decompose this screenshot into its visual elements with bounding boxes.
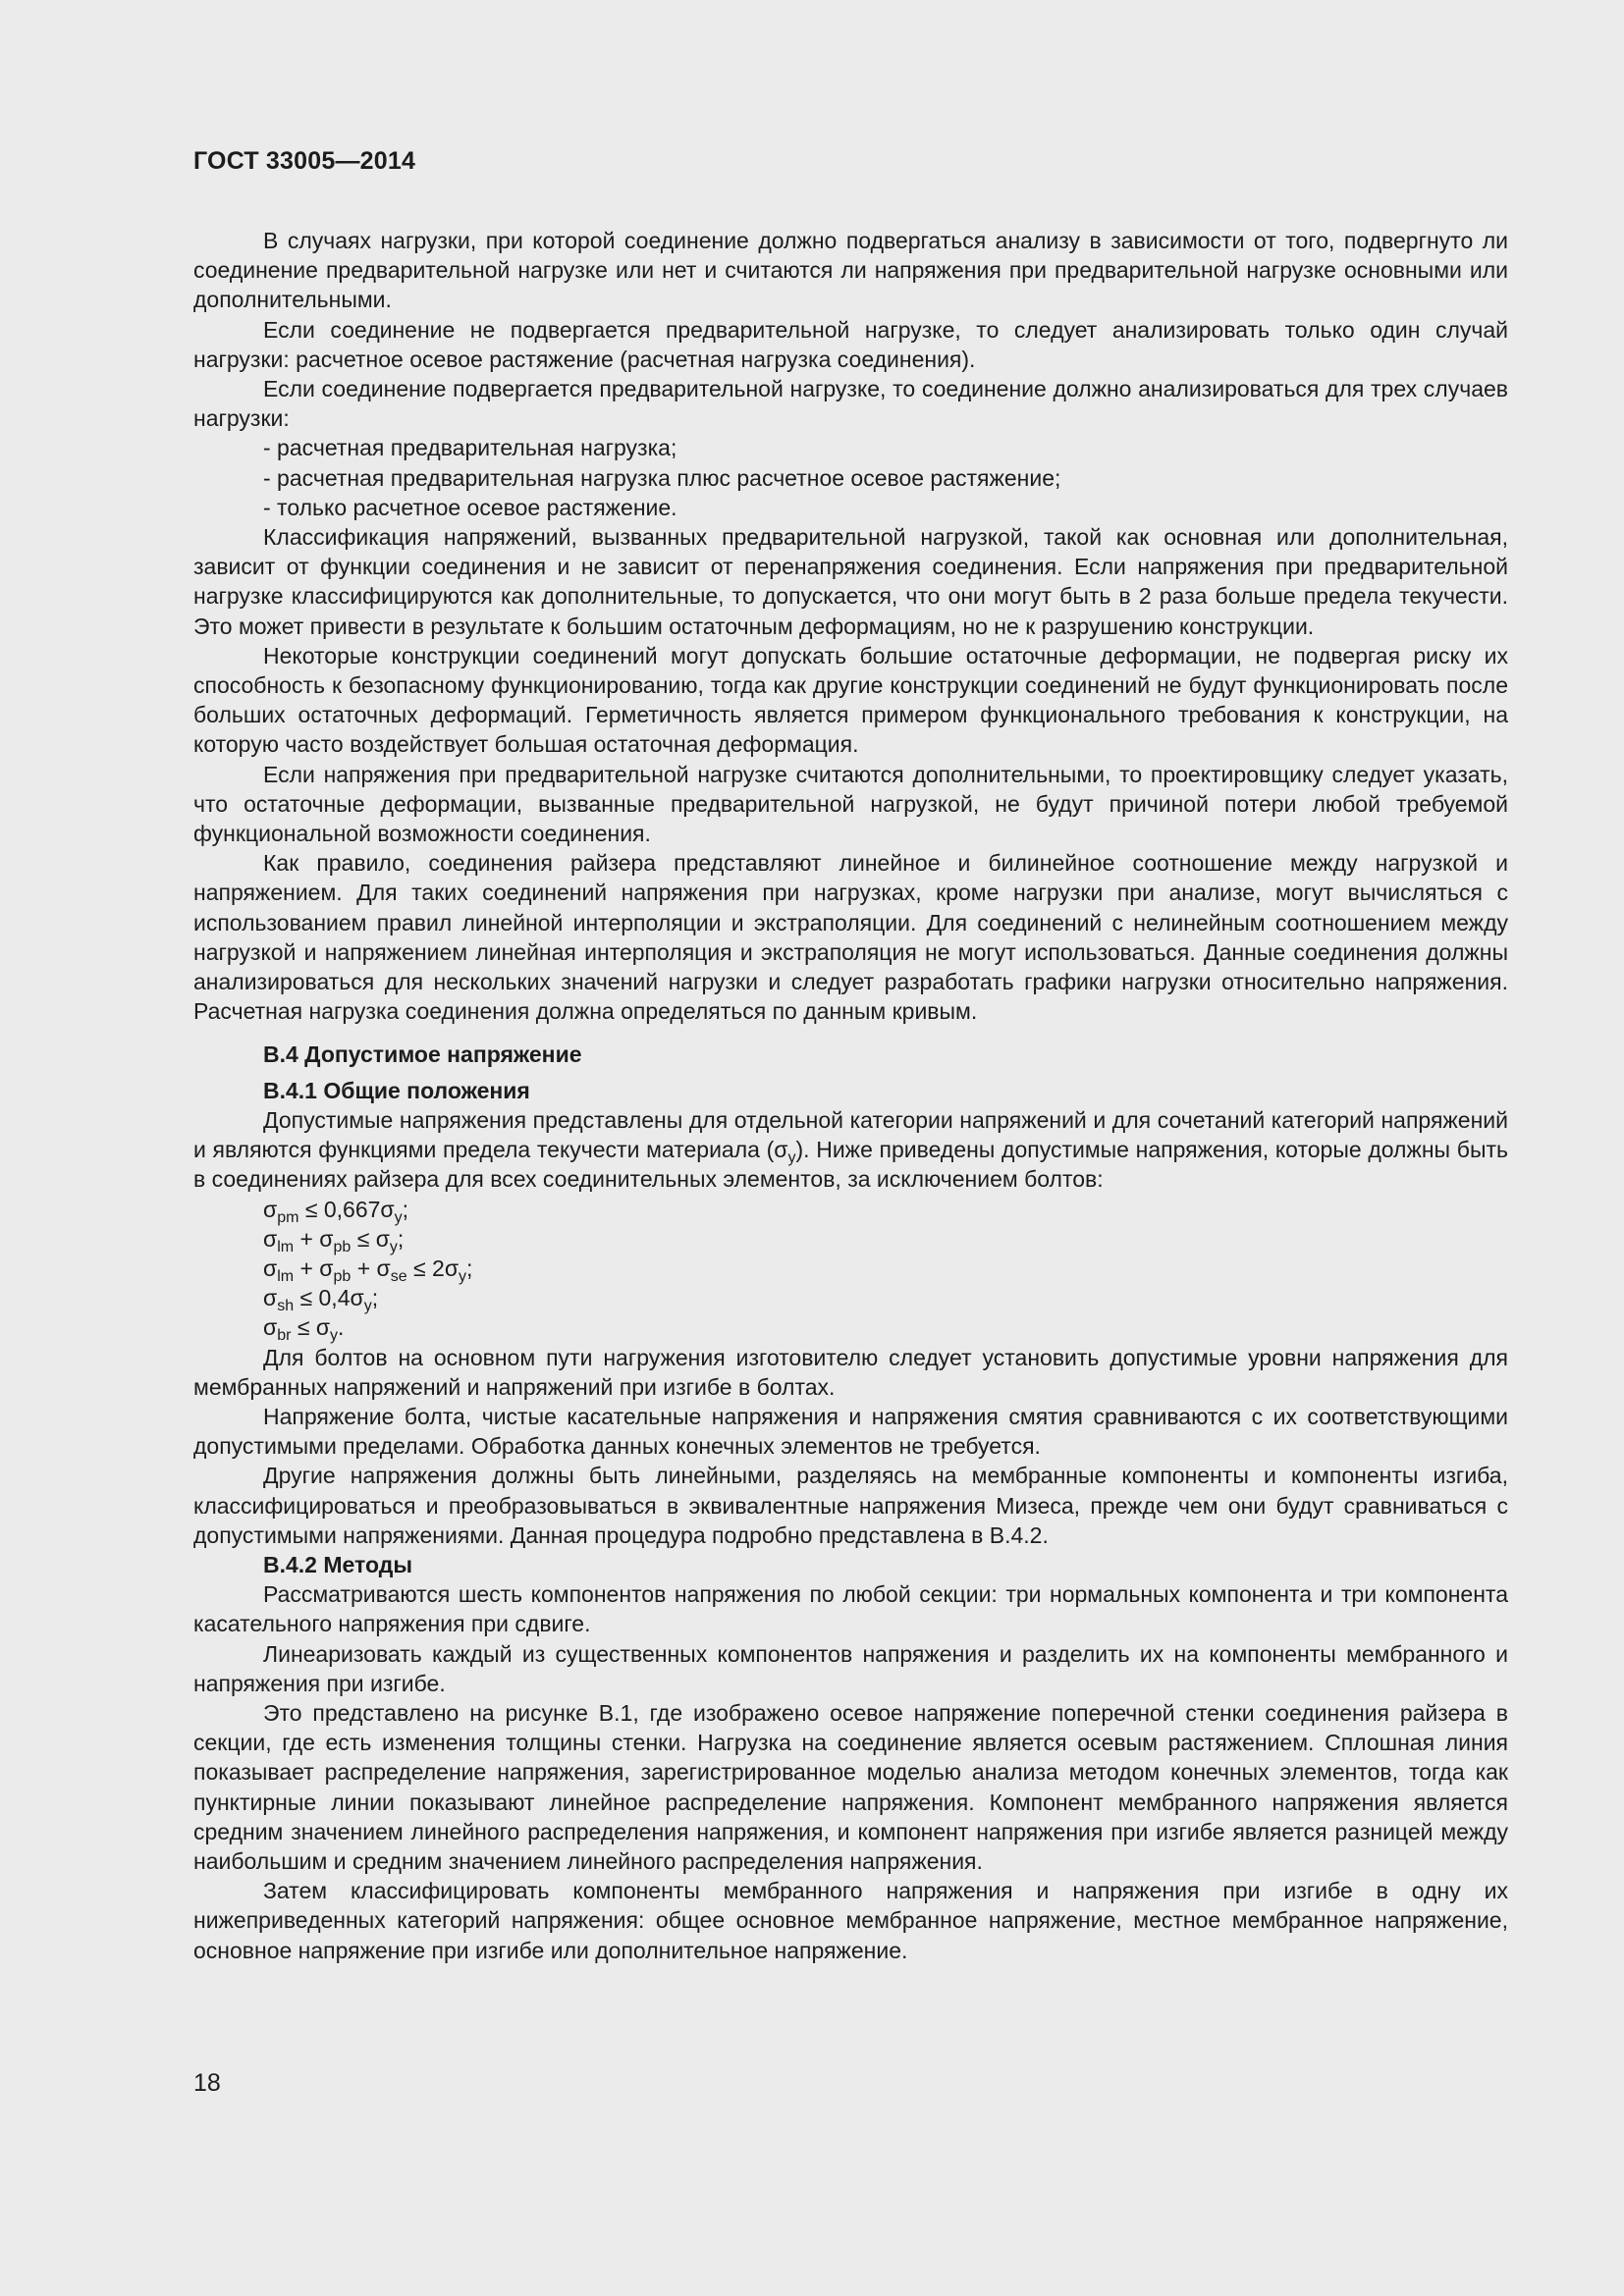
- formula-relation: ≤ 0,4σ: [294, 1285, 364, 1311]
- formula-subscript: y: [330, 1327, 339, 1345]
- bolts-paragraph: Для болтов на основном пути нагружения изготовителю следует установить допустимые уровни напряжения для мембранных напряжений и напряжений при изгибе в болтах.: [193, 1344, 1508, 1400]
- formula-relation: ≤ σ: [291, 1314, 331, 1341]
- formula-lm-pb-se: [193, 1254, 1508, 1283]
- allowable-stress-text-part2: ). Ниже приведены допустимые напряжения, которые должны быть в соединениях райзера для всех соединительных элементов, за исключением болтов:: [193, 1137, 1509, 1193]
- formula-sh: [193, 1283, 1508, 1315]
- formula-end: ;: [402, 1196, 408, 1222]
- section-heading-b42: В.4.2 Методы: [263, 1551, 412, 1577]
- formula-plus: + σ: [351, 1255, 391, 1281]
- methods-paragraph-1: Рассматриваются шесть компонентов напряжения по любой секции: три нормальных компонента и три компонента касательного напряжения при сдвиге.: [193, 1581, 1508, 1637]
- yield-subscript: y: [787, 1149, 796, 1167]
- allowable-stress-paragraph: [193, 1105, 1508, 1195]
- formula-relation: ≤ 0,667σ: [298, 1196, 395, 1222]
- formula-subscript: y: [363, 1298, 372, 1315]
- formula-br: [193, 1312, 1508, 1345]
- formula-subscript: pm: [277, 1208, 299, 1226]
- load-case-item: - расчетная предварительная нагрузка плюс расчетное осевое растяжение;: [263, 464, 1061, 491]
- document-header-gost: ГОСТ 33005—2014: [193, 147, 416, 175]
- methods-paragraph-3: Это представлено на рисунке В.1, где изображено осевое напряжение поперечной стенки соединения райзера в секции, где есть изменения толщины стенки. Нагрузка на соединение является осевым растяжением. Сплошная линия показывает распределение напряжения, зарегистрированное моделью анализа методом конечных элементов, тогда как пунктирные линии показывают линейное распределение напряжения. Компонент мембранного напряжения является средним значением линейного распределения напряжения, и компонент напряжения при изгибе является разницей между наибольшим и средним значением линейного распределения напряжения.: [193, 1699, 1508, 1874]
- allowable-stress-text-part1: Допустимые напряжения представлены для отдельной категории напряжений и для сочетаний категорий напряжений и являются функциями предела текучести материала (σ: [193, 1106, 1508, 1163]
- formula-pm: [193, 1195, 1508, 1224]
- formula-plus: + σ: [294, 1255, 334, 1281]
- formula-symbol: σ: [263, 1314, 278, 1341]
- document-body: [193, 226, 1508, 1965]
- methods-paragraph-4: Затем классифицировать компоненты мембранного напряжения и напряжения при изгибе в одну их нижеприведенных категорий напряжения: общее основное мембранное напряжение, местное мембранное напряжение, основное напряжение при изгибе или дополнительное напряжение.: [193, 1878, 1508, 1963]
- section-heading-b4: В.4 Допустимое напряжение: [263, 1041, 582, 1068]
- intro-paragraph-2: Если соединение не подвергается предварительной нагрузке, то следует анализировать только один случай нагрузки: расчетное осевое растяжение (расчетная нагрузка соединения).: [193, 316, 1508, 372]
- body-paragraph-deformations: Некоторые конструкции соединений могут допускать большие остаточные деформации, не подвергая риску их способность к безопасному функционированию, тогда как другие конструкции соединений не будут функционировать после больших остаточных деформаций. Герметичность является примером функционального требования к конструкции, на которую часто воздействует большая остаточная деформация.: [193, 642, 1508, 758]
- other-stress-paragraph: Другие напряжения должны быть линейными, разделяясь на мембранные компоненты и компоненты изгиба, классифицироваться и преобразовываться в эквивалентные напряжения Мизеса, прежде чем они будут сравниваться с допустимыми напряжениями. Данная процедура подробно представлена в В.4.2.: [193, 1463, 1508, 1548]
- formula-end: .: [338, 1314, 345, 1341]
- formula-relation: ≤ σ: [351, 1225, 390, 1252]
- methods-paragraph-2: Линеаризовать каждый из существенных компонентов напряжения и разделить их на компоненты мембранного и напряжения при изгибе.: [193, 1640, 1508, 1696]
- formula-subscript: y: [459, 1267, 467, 1285]
- body-paragraph-classification: Классификация напряжений, вызванных предварительной нагрузкой, такой как основная или дополнительная, зависит от функции соединения и не зависит от перенапряжения соединения. Если напряжения при предварительной нагрузке классифицируются как дополнительные, то допускается, что они могут быть в 2 раза больше предела текучести. Это может привести в результате к большим остаточным деформациям, но не к разрушению конструкции.: [193, 524, 1508, 639]
- intro-paragraph-1: В случаях нагрузки, при которой соединение должно подвергаться анализу в зависимости от того, подвергнуто ли соединение предварительной нагрузке или нет и считаются ли напряжения при предварительной нагрузке основными или дополнительными.: [193, 228, 1508, 313]
- formula-symbol: σ: [263, 1285, 278, 1311]
- section-heading-b41: В.4.1 Общие положения: [263, 1077, 530, 1103]
- formula-subscript: lm: [277, 1267, 295, 1285]
- formula-symbol: σ: [263, 1196, 278, 1222]
- formula-symbol: σ: [263, 1255, 278, 1281]
- formula-subscript: lm: [277, 1238, 295, 1255]
- formula-subscript: y: [394, 1208, 403, 1226]
- formula-subscript: se: [390, 1267, 407, 1285]
- formula-subscript: sh: [277, 1298, 295, 1315]
- formula-subscript: y: [389, 1238, 398, 1255]
- formula-lm-pb: [193, 1224, 1508, 1254]
- formula-subscript: br: [277, 1327, 292, 1345]
- formula-subscript: pb: [333, 1267, 352, 1285]
- page-number: 18: [193, 2069, 221, 2097]
- body-paragraph-interpolation: Как правило, соединения райзера представляют линейное и билинейное соотношение между нагрузкой и напряжением. Для таких соединений напряжения при нагрузках, кроме нагрузки при анализе, могут вычисляться с использованием правил линейной интерполяции и экстраполяции. Для соединений с нелинейным соотношением между нагрузкой и напряжением линейная интерполяция и экстраполяция не могут использоваться. Данные соединения должны анализироваться для нескольких значений нагрузки и следует разработать графики нагрузки относительно напряжения. Расчетная нагрузка соединения должна определяться по данным кривым.: [193, 850, 1508, 1025]
- formula-end: ;: [397, 1225, 405, 1252]
- formula-subscript: pb: [333, 1238, 352, 1255]
- intro-paragraph-3: Если соединение подвергается предварительной нагрузке, то соединение должно анализироваться для трех случаев нагрузки:: [193, 376, 1508, 432]
- formula-end: ;: [371, 1285, 379, 1311]
- body-paragraph-designer: Если напряжения при предварительной нагрузке считаются дополнительными, то проектировщику следует указать, что остаточные деформации, вызванные предварительной нагрузкой, не будут причиной потери любой требуемой функциональной возможности соединения.: [193, 761, 1508, 847]
- formula-relation: ≤ 2σ: [406, 1255, 460, 1281]
- bolt-stress-paragraph: Напряжение болта, чистые касательные напряжения и напряжения смятия сравниваются с их соответствующими допустимыми пределами. Обработка данных конечных элементов не требуется.: [193, 1403, 1508, 1460]
- load-case-item: - только расчетное осевое растяжение.: [263, 494, 677, 520]
- formula-symbol: σ: [263, 1225, 278, 1252]
- formula-end: ;: [466, 1255, 473, 1281]
- load-case-item: - расчетная предварительная нагрузка;: [263, 435, 677, 461]
- formula-plus: + σ: [294, 1225, 334, 1252]
